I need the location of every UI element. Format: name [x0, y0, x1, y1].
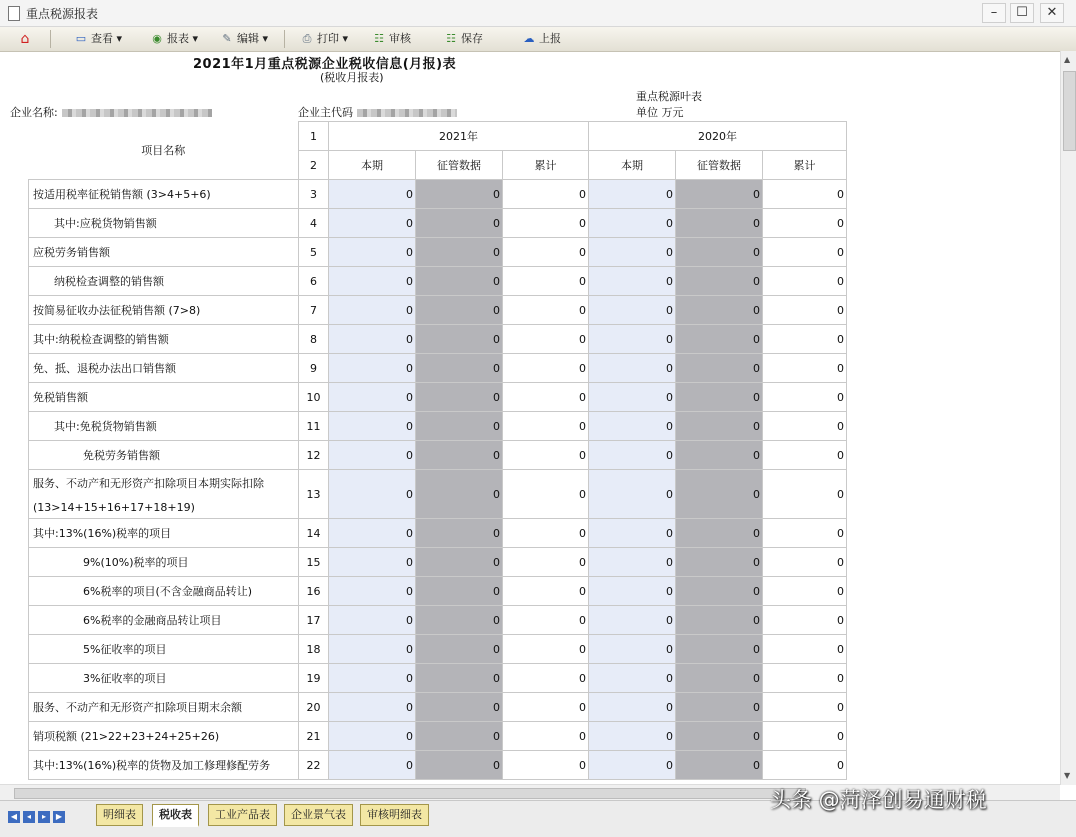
table-row	[29, 577, 847, 606]
row-item-label: 纳税检查调整的销售额	[54, 275, 164, 288]
value-cell: 0	[763, 470, 847, 519]
table-row	[29, 635, 847, 664]
value-cell[interactable]: 0	[329, 693, 416, 722]
value-cell[interactable]: 0	[589, 751, 676, 780]
value-cell[interactable]: 0	[329, 267, 416, 296]
value-cell: 0	[416, 664, 503, 693]
value-cell[interactable]: 0	[589, 354, 676, 383]
value-cell[interactable]: 0	[589, 693, 676, 722]
table-row	[29, 664, 847, 693]
first-sheet-icon[interactable]: ◀	[8, 811, 20, 823]
value-cell: 0	[416, 751, 503, 780]
table-row	[29, 412, 847, 441]
enterprise-code: 企业主代码	[298, 104, 457, 120]
value-cell: 0	[503, 693, 589, 722]
redacted-name	[62, 109, 212, 117]
watermark-text: 头条 @菏泽创易通财税	[770, 788, 987, 812]
save-icon: ☷	[446, 32, 456, 45]
row-line-number: 22	[299, 751, 329, 780]
value-cell: 0	[503, 354, 589, 383]
prev-sheet-icon[interactable]: ◂	[23, 811, 35, 823]
value-cell: 0	[416, 180, 503, 209]
value-cell: 0	[416, 267, 503, 296]
value-cell: 0	[763, 267, 847, 296]
value-cell: 0	[763, 548, 847, 577]
report-title: 2021年1月重点税源企业税收信息(月报)表	[193, 57, 457, 72]
row-item-name	[29, 751, 299, 780]
value-cell: 0	[416, 325, 503, 354]
value-cell: 0	[416, 548, 503, 577]
value-cell: 0	[676, 635, 763, 664]
value-cell: 0	[676, 693, 763, 722]
report-menu-button[interactable]: ◉ 报表 ▾	[146, 30, 202, 48]
value-cell[interactable]: 0	[589, 209, 676, 238]
value-cell: 0	[676, 354, 763, 383]
row-item-label: 应税劳务销售额	[33, 246, 110, 259]
value-cell: 0	[503, 296, 589, 325]
row-item-name	[29, 606, 299, 635]
value-cell: 0	[503, 751, 589, 780]
value-cell: 0	[676, 664, 763, 693]
table-row	[29, 722, 847, 751]
value-cell: 0	[763, 325, 847, 354]
value-cell[interactable]: 0	[329, 180, 416, 209]
value-cell: 0	[503, 209, 589, 238]
printer-icon: ⎙	[302, 32, 312, 45]
value-cell: 0	[676, 383, 763, 412]
value-cell[interactable]: 0	[589, 722, 676, 751]
value-cell: 0	[503, 548, 589, 577]
tab-tax-revenue[interactable]: 税收表	[152, 804, 199, 827]
value-cell: 0	[503, 383, 589, 412]
value-cell: 0	[503, 606, 589, 635]
table-row	[29, 354, 847, 383]
window-title: 重点税源报表	[26, 7, 99, 21]
row-item-name	[29, 470, 299, 519]
row-item-name	[29, 383, 299, 412]
row-line-number: 14	[299, 519, 329, 548]
row-item-name	[29, 296, 299, 325]
value-cell: 0	[763, 180, 847, 209]
value-cell[interactable]: 0	[329, 441, 416, 470]
value-cell: 0	[676, 180, 763, 209]
row-line-number: 5	[299, 238, 329, 267]
row-item-name	[29, 635, 299, 664]
value-cell[interactable]: 0	[589, 383, 676, 412]
value-cell[interactable]: 0	[589, 635, 676, 664]
row-item-name	[29, 180, 299, 209]
report-table	[28, 121, 847, 780]
unit-label: 单位 万元	[636, 106, 684, 119]
row-line-number: 3	[299, 180, 329, 209]
table-row	[29, 519, 847, 548]
row-line-number: 19	[299, 664, 329, 693]
value-cell: 0	[416, 606, 503, 635]
window-titlebar	[0, 0, 1076, 27]
row-item-label: 服务、不动产和无形资产扣除项目本期实际扣除	[33, 476, 264, 490]
value-cell: 0	[416, 519, 503, 548]
row-line-number: 17	[299, 606, 329, 635]
value-cell: 0	[503, 664, 589, 693]
header-year-2021: 2021年	[329, 122, 589, 151]
row-line-number: 7	[299, 296, 329, 325]
monitor-icon: ▭	[75, 32, 87, 45]
value-cell: 0	[763, 519, 847, 548]
submit-button[interactable]: ☁ 上报	[518, 30, 565, 48]
value-cell[interactable]: 0	[589, 577, 676, 606]
row-item-label: 按适用税率征税销售额 (3>4+5+6)	[33, 188, 211, 201]
value-cell[interactable]: 0	[329, 635, 416, 664]
minimize-button[interactable]: –	[982, 3, 1006, 23]
value-cell: 0	[676, 470, 763, 519]
view-menu-button[interactable]: ▭ 查看 ▾	[70, 30, 126, 48]
value-cell[interactable]: 0	[329, 548, 416, 577]
value-cell[interactable]: 0	[589, 412, 676, 441]
document-icon	[8, 6, 20, 21]
value-cell: 0	[503, 635, 589, 664]
value-cell[interactable]: 0	[329, 383, 416, 412]
row-line-number: 10	[299, 383, 329, 412]
value-cell: 0	[676, 238, 763, 267]
table-row	[29, 383, 847, 412]
value-cell: 0	[416, 238, 503, 267]
value-cell[interactable]: 0	[589, 470, 676, 519]
value-cell[interactable]: 0	[589, 180, 676, 209]
row-line-number: 21	[299, 722, 329, 751]
audit-icon: ☷	[374, 32, 384, 45]
row-item-name	[29, 664, 299, 693]
audit-button[interactable]: ☷ 审核	[368, 30, 415, 48]
row-item-label: 其中:应税货物销售额	[54, 217, 157, 230]
value-cell: 0	[676, 606, 763, 635]
row-item-name	[29, 209, 299, 238]
col-current-2020: 本期	[589, 151, 676, 180]
row-item-name	[29, 238, 299, 267]
value-cell[interactable]: 0	[589, 548, 676, 577]
row-line-number: 8	[299, 325, 329, 354]
header-year-2020: 2020年	[589, 122, 847, 151]
row-item-name	[29, 267, 299, 296]
tab-audit-detail[interactable]: 审核明细表	[360, 804, 429, 826]
value-cell: 0	[676, 722, 763, 751]
row-line-number: 9	[299, 354, 329, 383]
next-sheet-icon[interactable]: ▸	[38, 811, 50, 823]
value-cell: 0	[416, 209, 503, 238]
row-item-label: 其中:13%(16%)税率的项目	[33, 527, 172, 540]
row-item-label: 免税销售额	[33, 391, 88, 404]
header-row2-num: 2	[299, 151, 329, 180]
row-item-name	[29, 693, 299, 722]
value-cell[interactable]: 0	[589, 664, 676, 693]
table-row	[29, 325, 847, 354]
value-cell: 0	[676, 209, 763, 238]
redacted-code	[357, 109, 457, 117]
row-line-number: 20	[299, 693, 329, 722]
table-row	[29, 267, 847, 296]
value-cell: 0	[763, 664, 847, 693]
value-cell[interactable]: 0	[589, 441, 676, 470]
value-cell[interactable]: 0	[329, 577, 416, 606]
header-item-name: 项目名称	[29, 122, 299, 180]
header-row1-num: 1	[299, 122, 329, 151]
table-row	[29, 296, 847, 325]
row-line-number: 18	[299, 635, 329, 664]
table-row	[29, 209, 847, 238]
edit-icon: ✎	[222, 32, 232, 45]
home-icon: ⌂	[20, 31, 30, 47]
value-cell: 0	[503, 267, 589, 296]
value-cell: 0	[676, 296, 763, 325]
value-cell[interactable]: 0	[329, 209, 416, 238]
value-cell: 0	[763, 412, 847, 441]
value-cell: 0	[416, 296, 503, 325]
value-cell: 0	[503, 577, 589, 606]
value-cell: 0	[416, 722, 503, 751]
last-sheet-icon[interactable]: ▶	[53, 811, 65, 823]
value-cell: 0	[416, 577, 503, 606]
tab-industrial-products[interactable]: 工业产品表	[208, 804, 277, 826]
value-cell[interactable]: 0	[589, 606, 676, 635]
value-cell: 0	[503, 519, 589, 548]
table-row	[29, 180, 847, 209]
value-cell[interactable]: 0	[329, 606, 416, 635]
value-cell[interactable]: 0	[329, 751, 416, 780]
row-item-label: 9%(10%)税率的项目	[83, 556, 189, 569]
value-cell: 0	[503, 238, 589, 267]
row-item-label: 其中:免税货物销售额	[54, 420, 157, 433]
row-item-label: 服务、不动产和无形资产扣除项目期末余额	[33, 701, 242, 714]
row-item-name	[29, 412, 299, 441]
value-cell[interactable]: 0	[329, 238, 416, 267]
row-item-label: 6%税率的项目(不含金融商品转让)	[83, 585, 253, 598]
value-cell: 0	[416, 635, 503, 664]
value-cell: 0	[763, 577, 847, 606]
value-cell: 0	[676, 325, 763, 354]
value-cell: 0	[416, 354, 503, 383]
value-cell[interactable]: 0	[329, 722, 416, 751]
value-cell: 0	[676, 577, 763, 606]
value-cell: 0	[416, 412, 503, 441]
row-line-number: 15	[299, 548, 329, 577]
row-item-label: 按简易征收办法征税销售额 (7>8)	[33, 304, 201, 317]
table-row	[29, 548, 847, 577]
value-cell: 0	[763, 693, 847, 722]
value-cell[interactable]: 0	[329, 325, 416, 354]
row-item-label: 3%征收率的项目	[83, 672, 167, 685]
col-cumulative-2021: 累计	[503, 151, 589, 180]
value-cell[interactable]: 0	[329, 296, 416, 325]
vertical-scrollbar[interactable]	[1060, 51, 1076, 785]
value-cell: 0	[503, 412, 589, 441]
maximize-button[interactable]: ☐	[1010, 3, 1034, 23]
value-cell: 0	[503, 441, 589, 470]
value-cell[interactable]: 0	[329, 470, 416, 519]
row-item-name	[29, 441, 299, 470]
table-row	[29, 693, 847, 722]
print-menu-button[interactable]: ⎙ 打印 ▾	[296, 30, 352, 48]
row-item-name	[29, 548, 299, 577]
value-cell: 0	[503, 722, 589, 751]
report-grid	[0, 121, 1060, 784]
col-admin-2020: 征管数据	[676, 151, 763, 180]
row-item-name	[29, 577, 299, 606]
value-cell: 0	[503, 180, 589, 209]
value-cell: 0	[763, 383, 847, 412]
edit-menu-button[interactable]: ✎ 编辑 ▾	[216, 30, 272, 48]
value-cell: 0	[763, 751, 847, 780]
report-subtitle: (税收月报表)	[320, 71, 384, 84]
value-cell: 0	[676, 441, 763, 470]
row-item-label: 其中:纳税检查调整的销售额	[33, 333, 169, 346]
row-line-number: 16	[299, 577, 329, 606]
value-cell: 0	[416, 383, 503, 412]
value-cell: 0	[676, 751, 763, 780]
close-button[interactable]: ✕	[1040, 3, 1064, 23]
row-item-formula: (13>14+15+16+17+18+19)	[33, 500, 195, 514]
value-cell[interactable]: 0	[329, 412, 416, 441]
col-current-2021: 本期	[329, 151, 416, 180]
value-cell: 0	[416, 441, 503, 470]
tab-business-climate[interactable]: 企业景气表	[284, 804, 353, 826]
value-cell[interactable]: 0	[589, 519, 676, 548]
value-cell: 0	[763, 606, 847, 635]
col-cumulative-2020: 累计	[763, 151, 847, 180]
row-item-label: 5%征收率的项目	[83, 643, 167, 656]
row-item-label: 6%税率的金融商品转让项目	[83, 614, 222, 627]
row-line-number: 6	[299, 267, 329, 296]
table-row	[29, 441, 847, 470]
value-cell: 0	[416, 693, 503, 722]
scroll-down-icon[interactable]: ▼	[1064, 771, 1071, 780]
table-row	[29, 470, 847, 519]
table-row	[29, 238, 847, 267]
horizontal-scroll-thumb[interactable]	[14, 788, 806, 799]
row-line-number: 11	[299, 412, 329, 441]
value-cell: 0	[763, 209, 847, 238]
row-line-number: 4	[299, 209, 329, 238]
table-type: 重点税源叶表	[636, 90, 702, 103]
home-button[interactable]	[14, 30, 39, 48]
toolbar	[0, 27, 1076, 52]
row-item-label: 其中:13%(16%)税率的货物及加工修理修配劳务	[33, 759, 271, 772]
value-cell: 0	[676, 519, 763, 548]
row-item-name	[29, 519, 299, 548]
value-cell[interactable]: 0	[329, 519, 416, 548]
value-cell: 0	[763, 722, 847, 751]
value-cell: 0	[763, 635, 847, 664]
value-cell[interactable]: 0	[329, 354, 416, 383]
report-icon: ◉	[152, 32, 162, 45]
enterprise-name: 企业名称:	[10, 104, 212, 120]
row-item-name	[29, 722, 299, 751]
scroll-up-icon[interactable]: ▲	[1064, 55, 1071, 64]
col-admin-2021: 征管数据	[416, 151, 503, 180]
value-cell: 0	[763, 238, 847, 267]
tab-detail[interactable]: 明细表	[96, 804, 143, 826]
value-cell: 0	[416, 470, 503, 519]
value-cell: 0	[763, 441, 847, 470]
value-cell: 0	[676, 267, 763, 296]
value-cell[interactable]: 0	[329, 664, 416, 693]
row-item-name	[29, 325, 299, 354]
value-cell[interactable]: 0	[589, 296, 676, 325]
upload-icon: ☁	[523, 32, 535, 45]
value-cell: 0	[503, 470, 589, 519]
value-cell[interactable]: 0	[589, 238, 676, 267]
row-line-number: 12	[299, 441, 329, 470]
vertical-scroll-thumb[interactable]	[1063, 71, 1076, 151]
row-item-label: 免、抵、退税办法出口销售额	[33, 362, 176, 375]
value-cell: 0	[763, 354, 847, 383]
table-row	[29, 606, 847, 635]
value-cell: 0	[676, 412, 763, 441]
value-cell: 0	[763, 296, 847, 325]
row-line-number: 13	[299, 470, 329, 519]
value-cell[interactable]: 0	[589, 267, 676, 296]
row-item-label: 免税劳务销售额	[83, 449, 160, 462]
table-row	[29, 751, 847, 780]
row-item-label: 销项税额 (21>22+23+24+25+26)	[33, 730, 220, 743]
value-cell[interactable]: 0	[589, 325, 676, 354]
row-item-name	[29, 354, 299, 383]
value-cell: 0	[676, 548, 763, 577]
value-cell: 0	[503, 325, 589, 354]
save-button[interactable]: ☷ 保存	[440, 30, 487, 48]
